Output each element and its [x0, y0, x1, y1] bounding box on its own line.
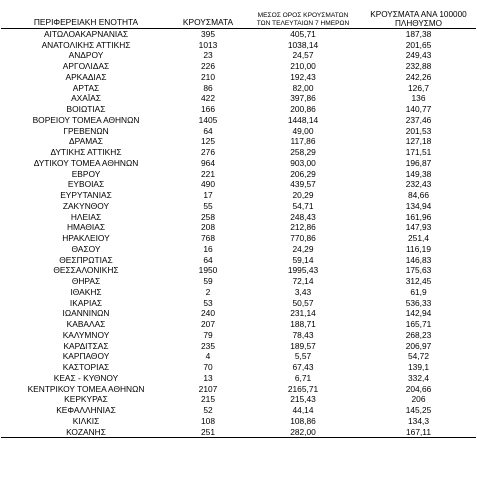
- region-cell: ΚΑΡΔΙΤΣΑΣ: [63, 340, 109, 351]
- region-cell: ΚΑΣΤΟΡΙΑΣ: [62, 362, 110, 373]
- table-row: [1, 297, 476, 308]
- cases-cell: 2107: [198, 383, 218, 394]
- avg-7-days-cell: 189,57: [290, 340, 316, 351]
- region-cell: ΒΟΡΕΙΟΥ ΤΟΜΕΑ ΑΘΗΝΩΝ: [32, 114, 140, 125]
- avg-7-days-cell: 24,29: [292, 243, 314, 254]
- avg-7-days-cell: 903,00: [290, 157, 316, 168]
- avg-7-days-cell: 20,29: [292, 190, 314, 201]
- region-cell: ΑΝΔΡΟΥ: [68, 50, 104, 61]
- cases-cell: 64: [203, 254, 213, 265]
- region-cell: ΕΥΡΥΤΑΝΙΑΣ: [60, 190, 112, 201]
- table-row: [1, 287, 476, 298]
- table-row: [1, 373, 476, 384]
- region-cell: ΑΝΑΤΟΛΙΚΗΣ ΑΤΤΙΚΗΣ: [41, 39, 131, 50]
- per-100k-cell: 249,43: [405, 50, 432, 61]
- cases-cell: 53: [203, 297, 213, 308]
- avg-7-days-cell: 210,00: [290, 61, 316, 72]
- table-row: [1, 265, 476, 276]
- cases-cell: 768: [201, 233, 215, 244]
- per-100k-cell: 167,11: [361, 426, 476, 437]
- region-cell: ΚΑΛΥΜΝΟΥ: [62, 329, 110, 340]
- cases-cell: 1950: [198, 265, 218, 276]
- per-100k-cell: 161,96: [405, 211, 432, 222]
- avg-7-days-cell: 24,57: [292, 50, 314, 61]
- region-cell: ΚΑΡΠΑΘΟΥ: [62, 351, 110, 362]
- region-cell: ΚΕΝΤΡΙΚΟΥ ΤΟΜΕΑ ΑΘΗΝΩΝ: [27, 383, 145, 394]
- avg-7-days-cell: 1995,43: [287, 265, 319, 276]
- region-cell: ΔΡΑΜΑΣ: [69, 136, 103, 147]
- table-row: [1, 125, 476, 136]
- avg-7-days-cell: 258,29: [290, 147, 316, 158]
- region-cell: ΗΛΕΙΑΣ: [70, 211, 102, 222]
- avg-7-days-cell: 54,71: [292, 200, 314, 211]
- per-100k-cell: 201,65: [405, 39, 432, 50]
- per-100k-cell: 142,94: [405, 308, 432, 319]
- cases-cell: 64: [203, 125, 213, 136]
- region-cell: ΘΕΣΣΑΛΟΝΙΚΗΣ: [53, 265, 119, 276]
- cases-cell: 276: [201, 147, 215, 158]
- table-row: [1, 244, 476, 255]
- cases-cell: 86: [203, 82, 213, 93]
- per-100k-cell: 126,7: [408, 82, 429, 93]
- avg-7-days-cell: 49,00: [292, 125, 314, 136]
- cases-cell: 4: [205, 351, 211, 362]
- per-100k-cell: 136: [411, 93, 426, 104]
- cases-cell: 55: [203, 200, 213, 211]
- table-header: [1, 0, 476, 28]
- region-cell: ΘΕΣΠΡΩΤΙΑΣ: [59, 254, 113, 265]
- table-row: [1, 211, 476, 222]
- region-cell: ΒΟΙΩΤΙΑΣ: [66, 104, 106, 115]
- avg-7-days-cell: 67,43: [292, 362, 314, 373]
- cases-cell: 16: [203, 243, 213, 254]
- cases-cell: 70: [203, 362, 213, 373]
- table-row: [1, 362, 476, 373]
- region-cell: ΗΡΑΚΛΕΙΟΥ: [62, 233, 110, 244]
- per-100k-cell: 149,38: [405, 168, 432, 179]
- table-row: [1, 50, 476, 61]
- table-row: [1, 190, 476, 201]
- per-100k-cell: 312,45: [405, 276, 432, 287]
- cases-cell: 235: [201, 340, 215, 351]
- table-row: [1, 147, 476, 158]
- per-100k-cell: 84,66: [408, 190, 429, 201]
- region-cell: ΚΙΛΚΙΣ: [72, 415, 100, 426]
- per-100k-cell: 201,53: [405, 125, 432, 136]
- region-cell: ΙΘΑΚΗΣ: [70, 286, 102, 297]
- cases-cell: 2: [205, 286, 211, 297]
- cases-cell: 59: [203, 276, 213, 287]
- cases-cell: 422: [201, 93, 215, 104]
- cases-cell: 490: [201, 179, 215, 190]
- table-row: [1, 158, 476, 169]
- per-100k-cell: 134,94: [405, 200, 432, 211]
- header-cases: ΚΡΟΥΣΜΑΤΑ: [182, 16, 234, 27]
- header-avg-7-days-line2: ΤΩΝ ΤΕΛΕΥΤΑΙΩΝ 7 ΗΜΕΡΩΝ: [256, 19, 350, 27]
- per-100k-cell: 268,23: [405, 329, 432, 340]
- avg-7-days-cell: 1448,14: [287, 114, 319, 125]
- cases-cell: 258: [201, 211, 215, 222]
- avg-7-days-cell: 78,43: [292, 329, 314, 340]
- per-100k-cell: 332,4: [408, 372, 429, 383]
- table-row: [1, 405, 476, 416]
- table-row: [1, 319, 476, 330]
- region-cell: ΚΟΖΑΝΗΣ: [1, 426, 171, 437]
- per-100k-cell: 237,46: [405, 114, 432, 125]
- avg-7-days-cell: 215,43: [290, 394, 316, 405]
- per-100k-cell: 147,93: [405, 222, 432, 233]
- table-row: [1, 104, 476, 115]
- table-row: [1, 222, 476, 233]
- avg-7-days-cell: 82,00: [292, 82, 314, 93]
- region-cell: ΔΥΤΙΚΗΣ ΑΤΤΙΚΗΣ: [50, 147, 122, 158]
- table-row: [1, 254, 476, 265]
- table-row: [1, 233, 476, 244]
- table-row: [1, 340, 476, 351]
- avg-7-days-cell: 282,00: [245, 426, 361, 437]
- cases-cell: 208: [201, 222, 215, 233]
- region-cell: ΔΥΤΙΚΟΥ ΤΟΜΕΑ ΑΘΗΝΩΝ: [33, 157, 139, 168]
- per-100k-cell: 175,63: [405, 265, 432, 276]
- region-cell: ΚΕΡΚΥΡΑΣ: [64, 394, 108, 405]
- cases-cell: 13: [203, 372, 213, 383]
- per-100k-cell: 206,97: [405, 340, 432, 351]
- per-100k-cell: 251,4: [408, 233, 429, 244]
- region-cell: ΑΙΤΩΛΟΑΚΑΡΝΑΝΙΑΣ: [1, 28, 171, 39]
- avg-7-days-cell: 50,57: [292, 297, 314, 308]
- header-region: ΠΕΡΙΦΕΡΕΙΑΚΗ ΕΝΟΤΗΤΑ: [33, 16, 139, 27]
- region-cell: ΗΜΑΘΙΑΣ: [66, 222, 106, 233]
- header-per-100k: [361, 0, 476, 28]
- cases-by-region-table: [1, 0, 476, 438]
- region-cell: ΚΑΒΑΛΑΣ: [66, 319, 106, 330]
- table-row: [1, 115, 476, 126]
- region-cell: ΕΥΒΟΙΑΣ: [67, 179, 105, 190]
- per-100k-cell: 187,38: [361, 28, 476, 39]
- avg-7-days-cell: 212,86: [290, 222, 316, 233]
- table-row: [1, 39, 476, 50]
- cases-cell: 108: [201, 415, 215, 426]
- avg-7-days-cell: 1038,14: [287, 39, 319, 50]
- cases-cell: 251: [171, 426, 245, 437]
- table-row: [1, 394, 476, 405]
- cases-cell: 215: [201, 394, 215, 405]
- table-row: [1, 179, 476, 190]
- header-per-100k-line2: ΠΛΗΘΥΣΜΟ: [394, 18, 443, 28]
- table-row: [1, 93, 476, 104]
- cases-cell: 125: [201, 136, 215, 147]
- per-100k-cell: 140,77: [405, 104, 432, 115]
- region-cell: ΑΡΤΑΣ: [72, 82, 100, 93]
- avg-7-days-cell: 44,14: [292, 405, 314, 416]
- per-100k-cell: 171,51: [405, 147, 432, 158]
- cases-cell: 1013: [198, 39, 218, 50]
- table-row: [1, 426, 476, 437]
- table-row: [1, 201, 476, 212]
- table-row: [1, 28, 476, 39]
- region-cell: ΙΩΑΝΝΙΝΩΝ: [62, 308, 110, 319]
- per-100k-cell: 54,72: [408, 351, 429, 362]
- region-cell: ΑΡΚΑΔΙΑΣ: [65, 71, 107, 82]
- avg-7-days-cell: 439,57: [290, 179, 316, 190]
- region-cell: ΘΑΣΟΥ: [71, 243, 101, 254]
- cases-cell: 964: [201, 157, 215, 168]
- region-cell: ΚΕΑΣ - ΚΥΘΝΟΥ: [53, 372, 119, 383]
- header-avg-7-days: [245, 0, 361, 28]
- table-row: [1, 416, 476, 427]
- cases-cell: 166: [201, 104, 215, 115]
- table-row: [1, 61, 476, 72]
- cases-cell: 210: [201, 71, 215, 82]
- avg-7-days-cell: 117,86: [290, 136, 316, 147]
- avg-7-days-cell: 188,71: [290, 319, 316, 330]
- avg-7-days-cell: 397,86: [290, 93, 316, 104]
- cases-cell: 52: [203, 405, 213, 416]
- per-100k-cell: 127,18: [405, 136, 432, 147]
- avg-7-days-cell: 405,71: [245, 28, 361, 39]
- table-row: [1, 351, 476, 362]
- region-cell: ΚΕΦΑΛΛΗΝΙΑΣ: [56, 405, 116, 416]
- avg-7-days-cell: 206,29: [290, 168, 316, 179]
- region-cell: ΑΧΑΪΑΣ: [71, 93, 101, 104]
- table-row: [1, 308, 476, 319]
- cases-cell: 221: [201, 168, 215, 179]
- avg-7-days-cell: 5,57: [294, 351, 312, 362]
- cases-cell: 226: [201, 61, 215, 72]
- region-cell: ΙΚΑΡΙΑΣ: [69, 297, 103, 308]
- region-cell: ΘΗΡΑΣ: [71, 276, 101, 287]
- region-cell: ΕΒΡΟΥ: [71, 168, 101, 179]
- table-row: [1, 72, 476, 83]
- table-row: [1, 330, 476, 341]
- table-row: [1, 383, 476, 394]
- per-100k-cell: 204,66: [405, 383, 432, 394]
- avg-7-days-cell: 2165,71: [287, 383, 319, 394]
- cases-cell: 395: [171, 28, 245, 39]
- per-100k-cell: 145,25: [405, 405, 432, 416]
- avg-7-days-cell: 248,43: [290, 211, 316, 222]
- per-100k-cell: 146,83: [405, 254, 432, 265]
- per-100k-cell: 206: [411, 394, 426, 405]
- per-100k-cell: 242,26: [405, 71, 432, 82]
- per-100k-cell: 232,43: [405, 179, 432, 190]
- per-100k-cell: 61,9: [410, 286, 427, 297]
- cases-cell: 79: [203, 329, 213, 340]
- region-cell: ΖΑΚΥΝΘΟΥ: [62, 200, 110, 211]
- avg-7-days-cell: 6,71: [294, 372, 312, 383]
- avg-7-days-cell: 192,43: [290, 71, 316, 82]
- cases-cell: 1405: [198, 114, 218, 125]
- table-row: [1, 276, 476, 287]
- region-cell: ΓΡΕΒΕΝΩΝ: [63, 125, 109, 136]
- avg-7-days-cell: 59,14: [292, 254, 314, 265]
- table-row: [1, 82, 476, 93]
- header-avg-7-days-line1: ΜΕΣΟΣ ΟΡΟΣ ΚΡΟΥΣΜΑΤΩΝ: [257, 11, 349, 19]
- cases-cell: 207: [201, 319, 215, 330]
- per-100k-cell: 134,3: [408, 415, 429, 426]
- cases-cell: 23: [203, 50, 213, 61]
- avg-7-days-cell: 3,43: [294, 286, 312, 297]
- table-row: [1, 136, 476, 147]
- region-cell: ΑΡΓΟΛΙΔΑΣ: [62, 61, 110, 72]
- table-row: [1, 168, 476, 179]
- cases-cell: 17: [203, 190, 213, 201]
- per-100k-cell: 196,87: [405, 157, 432, 168]
- per-100k-cell: 232,88: [405, 61, 432, 72]
- table-body: [1, 28, 476, 438]
- per-100k-cell: 139,1: [408, 362, 429, 373]
- avg-7-days-cell: 72,14: [292, 276, 314, 287]
- per-100k-cell: 116,19: [406, 243, 431, 254]
- per-100k-cell: 536,33: [405, 297, 432, 308]
- header-per-100k-line1: ΚΡΟΥΣΜΑΤΑ ΑΝΑ 100000: [370, 9, 467, 19]
- avg-7-days-cell: 200,86: [290, 104, 316, 115]
- avg-7-days-cell: 770,86: [290, 233, 316, 244]
- avg-7-days-cell: 108,86: [290, 415, 316, 426]
- avg-7-days-cell: 231,14: [290, 308, 316, 319]
- cases-cell: 240: [201, 308, 215, 319]
- per-100k-cell: 165,71: [405, 319, 432, 330]
